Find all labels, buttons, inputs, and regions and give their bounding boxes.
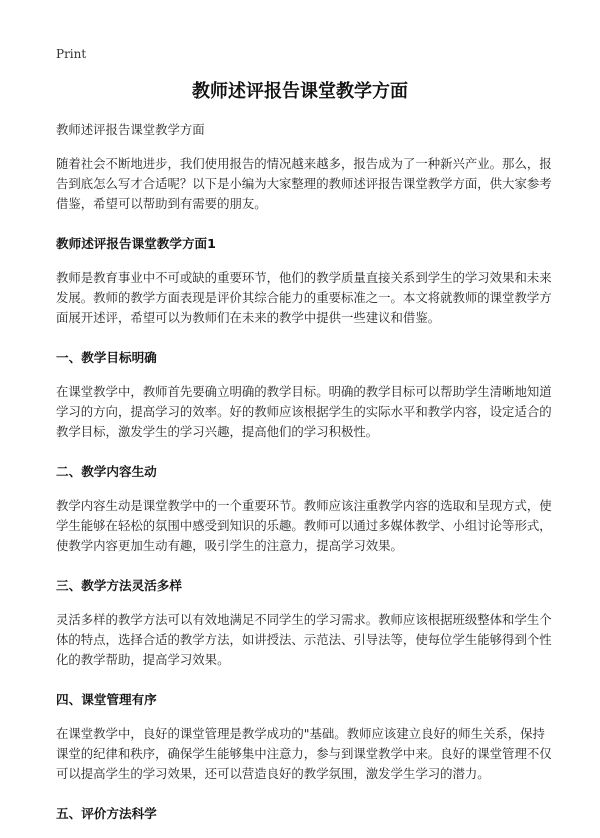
section-heading-4: 四、课堂管理有序 [56,692,157,707]
document-body [56,120,556,838]
section-body-4: 在课堂教学中，良好的课堂管理是教学成功的"基础。教师应该建立良好的师生关系，保持课堂的纪律和秩序，确保学生能够集中注意力，参与到课堂教学中来。良好的课堂管理不仅可以提高学生的学习效果，还可以营造良好的教学氛围，激发学生学习的潜力。 [56,726,552,781]
page-title: 教师述评报告课堂教学方面 [192,81,408,102]
intro-paragraph: 随着社会不断地进步，我们使用报告的情况越来越多，报告成为了一种新兴产业。那么，报告到底怎么写才合适呢？以下是小编为大家整理的教师述评报告课堂教学方面，供大家参考借鉴，希望可以帮助到有需要的朋友。 [56,156,552,211]
section-heading-1: 一、教学目标明确 [56,350,157,365]
section-body-3: 灵活多样的教学方法可以有效地满足不同学生的学习需求。教师应该根据班级整体和学生个体的特点，选择合适的教学方法，如讲授法、示范法、引导法等，使每位学生能够得到个性化的教学帮助，提高学习效果。 [56,612,552,667]
section-heading-main: 教师述评报告课堂教学方面1 [56,236,216,251]
section-heading-2: 二、教学内容生动 [56,464,157,479]
section-heading-3: 三、教学方法灵活多样 [56,578,182,593]
section-body-2: 教学内容生动是课堂教学中的一个重要环节。教师应该注重教学内容的选取和呈现方式，使学生能够在轻松的氛围中感受到知识的乐趣。教师可以通过多媒体教学、小组讨论等形式，使教学内容更加生动有趣，吸引学生的注意力，提高学习效果。 [56,498,552,553]
section-body-1: 在课堂教学中，教师首先要确立明确的教学目标。明确的教学目标可以帮助学生清晰地知道学习的方向，提高学习的效率。好的教师应该根据学生的实际水平和教学内容，设定适合的教学目标，激发学生的学习兴趣，提高他们的学习积极性。 [56,384,552,439]
section-body-main: 教师是教育事业中不可或缺的重要环节，他们的教学质量直接关系到学生的学习效果和未来发展。教师的教学方面表现是评价其综合能力的重要标准之一。本文将就教师的课堂教学方面展开述评，希望可以为教师们在未来的教学中提供一些建议和借鉴。 [56,270,552,325]
document-subtitle: 教师述评报告课堂教学方面 [56,122,205,137]
print-link[interactable]: Print [56,47,87,61]
section-heading-5: 五、评价方法科学 [56,806,157,821]
